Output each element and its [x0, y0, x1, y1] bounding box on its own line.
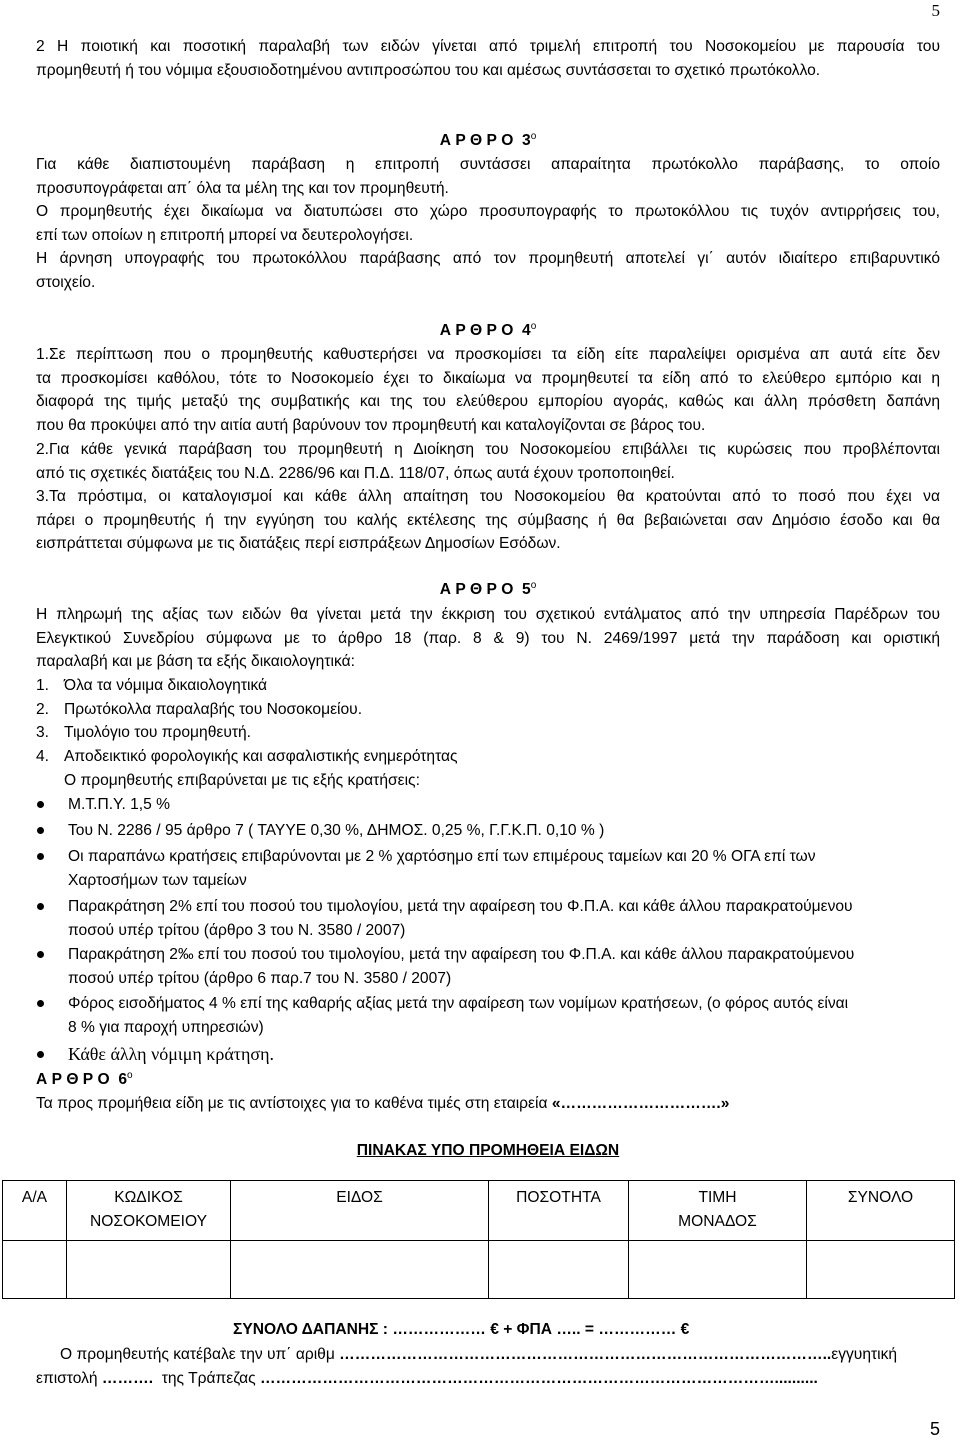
text-line: Ο προμηθευτής έχει δικαίωμα να διατυπώσει στο χώρο προσυπογραφής το πρωτοκόλλου τις τυχόν αντιρρήσεις του, [36, 203, 940, 220]
table-header-row [3, 1181, 955, 1241]
article-5-paragraph [36, 603, 940, 674]
list-item: Αποδεικτικό φορολογικής και ασφαλιστικής ενημερότητας [64, 748, 458, 765]
text-line: Ο προμηθευτής κατέβαλε την υπ΄ αριθμ [60, 1346, 340, 1363]
bullet-icon [37, 951, 44, 958]
text-line: τα προσκομίσει καθόλου, τότε το Νοσοκομείο έχει το δικαίωμα να προμηθευτεί τα είδη από το ελεύθερο εμπόριο και η [36, 369, 940, 387]
text-line: πάρει ο προμηθευτής ή την εγγύηση του καλής εκτέλεσης της σύμβασης ή θα βεβαιώνεται σαν Δημόσιο έσοδο και θα [36, 511, 940, 529]
text-line: προσυπογράφεται απ΄ όλα τα μέλη της και τον προμηθευτή. [36, 179, 449, 197]
header-label: Α/Α [21, 1189, 48, 1206]
article-4-paragraph-1 [36, 343, 940, 437]
text-line: Για κάθε διαπιστουμένη παράβαση η επιτροπή συντάσσει απαραίτητα πρωτόκολλο παράβασης, το οποίο [36, 156, 940, 173]
list-number: 4. [36, 748, 50, 765]
table-title: ΠΙΝΑΚΑΣ ΥΠΟ ΠΡΟΜΗΘΕΙΑ ΕΙΔΩΝ [356, 1142, 620, 1159]
text-line: από τις σχετικές διατάξεις του Ν.Δ. 2286/96 και Π.Δ. 118/07, όπως αυτά έχουν τροποποιηθεί. [36, 464, 675, 482]
text-line: εισπράττεται σύμφωνα με τις διατάξεις περί εισπράξεων Δημοσίων Εσόδων. [36, 535, 561, 553]
list-number: 3. [36, 724, 50, 741]
text-line: διαφορά της τιμής μεταξύ της συμβατικής και της του ελεύθερου εμπορίου αγοράς, καθώς και άλλη πρόσθετη δαπάνη [36, 393, 940, 411]
text-line: επιστολή [36, 1370, 102, 1387]
article-3-paragraph-1 [36, 153, 940, 200]
text-line: Παρακράτηση 2‰ επί του ποσού του τιμολογίου, μετά την αφαίρεση του Φ.Π.Α. και κάθε άλλου παρακρατούμενου [68, 946, 855, 963]
heading-text: Α Ρ Θ Ρ Ο 5 [439, 581, 531, 598]
article-4-paragraph-2 [36, 438, 940, 485]
page-number-top: 5 [931, 1, 940, 20]
text-line: ποσού υπέρ τρίτου (άρθρο 6 παρ.7 του Ν. 3580 / 2007) [68, 969, 452, 987]
table-cell [67, 1241, 231, 1299]
heading-text: Α Ρ Θ Ρ Ο 6 [36, 1071, 127, 1088]
text-line: Παρακράτηση 2% επί του ποσού του τιμολογίου, μετά την αφαίρεση του Φ.Π.Α. και κάθε άλλου παρακρατούμενου [68, 898, 853, 915]
list-item: Πρωτόκολλα παραλαβής του Νοσοκομείου. [64, 701, 363, 718]
bullet-icon [37, 827, 44, 834]
column-header-total [807, 1181, 955, 1241]
article-5-heading [36, 578, 940, 602]
guarantee-line-1 [60, 1343, 897, 1367]
text-line: Του Ν. 2286 / 95 άρθρο 7 ( ΤΑΥΥΕ 0,30 %, ΔΗΜΟΣ. 0,25 %, Γ.Γ.Κ.Π. 0,10 % ) [68, 822, 605, 839]
column-header-unit-price [629, 1181, 807, 1241]
blank-field: ………………………………………………………………………………….. [339, 1346, 832, 1363]
column-header-item [231, 1181, 489, 1241]
heading-ordinal: ο [127, 1070, 133, 1081]
column-header-aa [3, 1181, 67, 1241]
text-line: Ελεγκτικού Συνεδρίου σύμφωνα με το άρθρο 18 (παρ. 8 & 9) του Ν. 2469/1997 μετά την παράδοση και οριστική [36, 629, 940, 647]
column-header-code [67, 1181, 231, 1241]
column-header-quantity [489, 1181, 629, 1241]
deductions-intro: Ο προμηθευτής επιβαρύνεται με τις εξής κρατήσεις: [64, 772, 420, 789]
text-line: Οι παραπάνω κρατήσεις επιβαρύνονται με 2 % χαρτόσημο επί των επιμέρους ταμείων και 20 % ΟΓΑ επί των [68, 848, 816, 865]
list-item: Όλα τα νόμιμα δικαιολογητικά [64, 677, 268, 694]
total-cost-line: ΣΥΝΟΛΟ ΔΑΠΑΝΗΣ : ……………… € + ΦΠΑ ….. = …………… € [233, 1321, 690, 1338]
bullet-icon [37, 853, 44, 860]
text-line: Η πληρωμή της αξίας των ειδών θα γίνεται μετά την έκκριση του σχετικού εντάλματος από την υπηρεσία Παρέδρων του [36, 606, 940, 623]
bullet-icon [37, 1051, 44, 1058]
list-number: 2. [36, 701, 50, 718]
text-line: Χαρτοσήμων των ταμείων [68, 871, 247, 889]
table-row [3, 1241, 955, 1299]
article-3-heading [36, 129, 940, 153]
table-cell [629, 1241, 807, 1299]
text-line: της Τράπεζας [153, 1370, 260, 1387]
text-line: Η άρνηση υπογραφής του πρωτοκόλλου παράβασης από τον προμηθευτή αποτελεί γι΄ αυτόν ιδιαίτερο επιβαρυντικό [36, 250, 940, 267]
blank-field: ………. [101, 1370, 154, 1387]
heading-text: Α Ρ Θ Ρ Ο 4 [439, 322, 531, 339]
header-label: ΚΩΔΙΚΟΣ [114, 1189, 183, 1206]
text-line: επί των οποίων η επιτροπή μπορεί να δευτερολογήσει. [36, 226, 414, 244]
list-number: 1. [36, 677, 50, 694]
text-line: προμηθευτή ή του νόμιμα εξουσιοδοτημένου αντιπροσώπου του και αμέσως συντάσσεται το σχετικό πρωτόκολλο. [36, 61, 821, 79]
table-cell [489, 1241, 629, 1299]
text-line: που θα προκύψει από την αιτία αυτή βαρύνουν τον προμηθευτή και καταλογίζονται σε βάρος του. [36, 416, 706, 434]
header-label: ΕΙΔΟΣ [336, 1189, 383, 1206]
header-label: ΠΟΣΟΤΗΤΑ [516, 1189, 601, 1206]
table-cell [3, 1241, 67, 1299]
table-cell [231, 1241, 489, 1299]
header-label: ΜΟΝΑΔΟΣ [678, 1212, 757, 1230]
article-3-paragraph-3 [36, 247, 940, 294]
text-line: στοιχείο. [36, 273, 96, 291]
table-cell [807, 1241, 955, 1299]
text-line: Τα προς προμήθεια είδη με τις αντίστοιχες για το καθένα τιμές στη εταιρεία [36, 1095, 552, 1112]
company-blank: «………………………….» [551, 1095, 730, 1112]
article-3-paragraph-2 [36, 200, 940, 247]
text-line: 3.Τα πρόστιμα, οι καταλογισμοί και κάθε άλλη απαίτηση του Νοσοκομείου θα κρατούνται από το ποσό που έχει να [36, 488, 940, 505]
intro-paragraph [36, 35, 940, 82]
text-line: παραλαβή και με βάση τα εξής δικαιολογητικά: [36, 653, 355, 671]
text-line: 2 Η ποιοτική και ποσοτική παραλαβή των ειδών γίνεται από τριμελή επιτροπή του Νοσοκομείου με παρουσία του [36, 38, 940, 55]
blank-field: ……………………………………………………………………………………….......... [259, 1370, 818, 1387]
heading-text: Α Ρ Θ Ρ Ο 3 [439, 132, 531, 149]
header-label: ΣΥΝΟΛΟ [847, 1189, 914, 1206]
text-line: 8 % για παροχή υπηρεσιών) [68, 1018, 264, 1036]
article-4-heading [36, 319, 940, 343]
text-line: ποσού υπέρ τρίτου (άρθρο 3 του Ν. 3580 / 2007) [68, 921, 406, 939]
header-label: ΝΟΣΟΚΟΜΕΙΟΥ [90, 1212, 207, 1230]
text-line: Κάθε άλλη νόμιμη κράτηση. [68, 1044, 275, 1064]
article-4-paragraph-3 [36, 485, 940, 556]
items-table [2, 1180, 955, 1299]
header-label: ΤΙΜΗ [698, 1189, 737, 1206]
heading-ordinal: ο [530, 580, 537, 591]
bullet-icon [37, 801, 44, 808]
heading-ordinal: ο [530, 321, 537, 332]
article-6-text [36, 1092, 729, 1116]
article-6-heading [36, 1068, 940, 1092]
guarantee-line-2 [36, 1367, 818, 1391]
text-line: Μ.Τ.Π.Υ. 1,5 % [68, 796, 171, 813]
bullet-icon [37, 903, 44, 910]
text-line: Φόρος εισοδήματος 4 % επί της καθαρής αξίας μετά την αφαίρεση των νομίμων κρατήσεων, (ο φόρος αυτός είναι [68, 995, 849, 1012]
heading-ordinal: ο [530, 131, 537, 142]
text-line: εγγυητική [831, 1346, 898, 1363]
bullet-icon [37, 1000, 44, 1007]
page-number-bottom: 5 [929, 1419, 940, 1439]
list-item: Τιμολόγιο του προμηθευτή. [64, 724, 252, 741]
text-line: 2.Για κάθε γενικά παράβαση του προμηθευτή η Διοίκηση του Νοσοκομείου επιβάλλει τις κυρώσεις που προβλέπονται [36, 441, 940, 458]
text-line: 1.Σε περίπτωση που ο προμηθευτής καθυστερήσει να προσκομίσει τα είδη είτε παραλείψει ορισμένα απ αυτά είτε δεν [36, 346, 940, 363]
